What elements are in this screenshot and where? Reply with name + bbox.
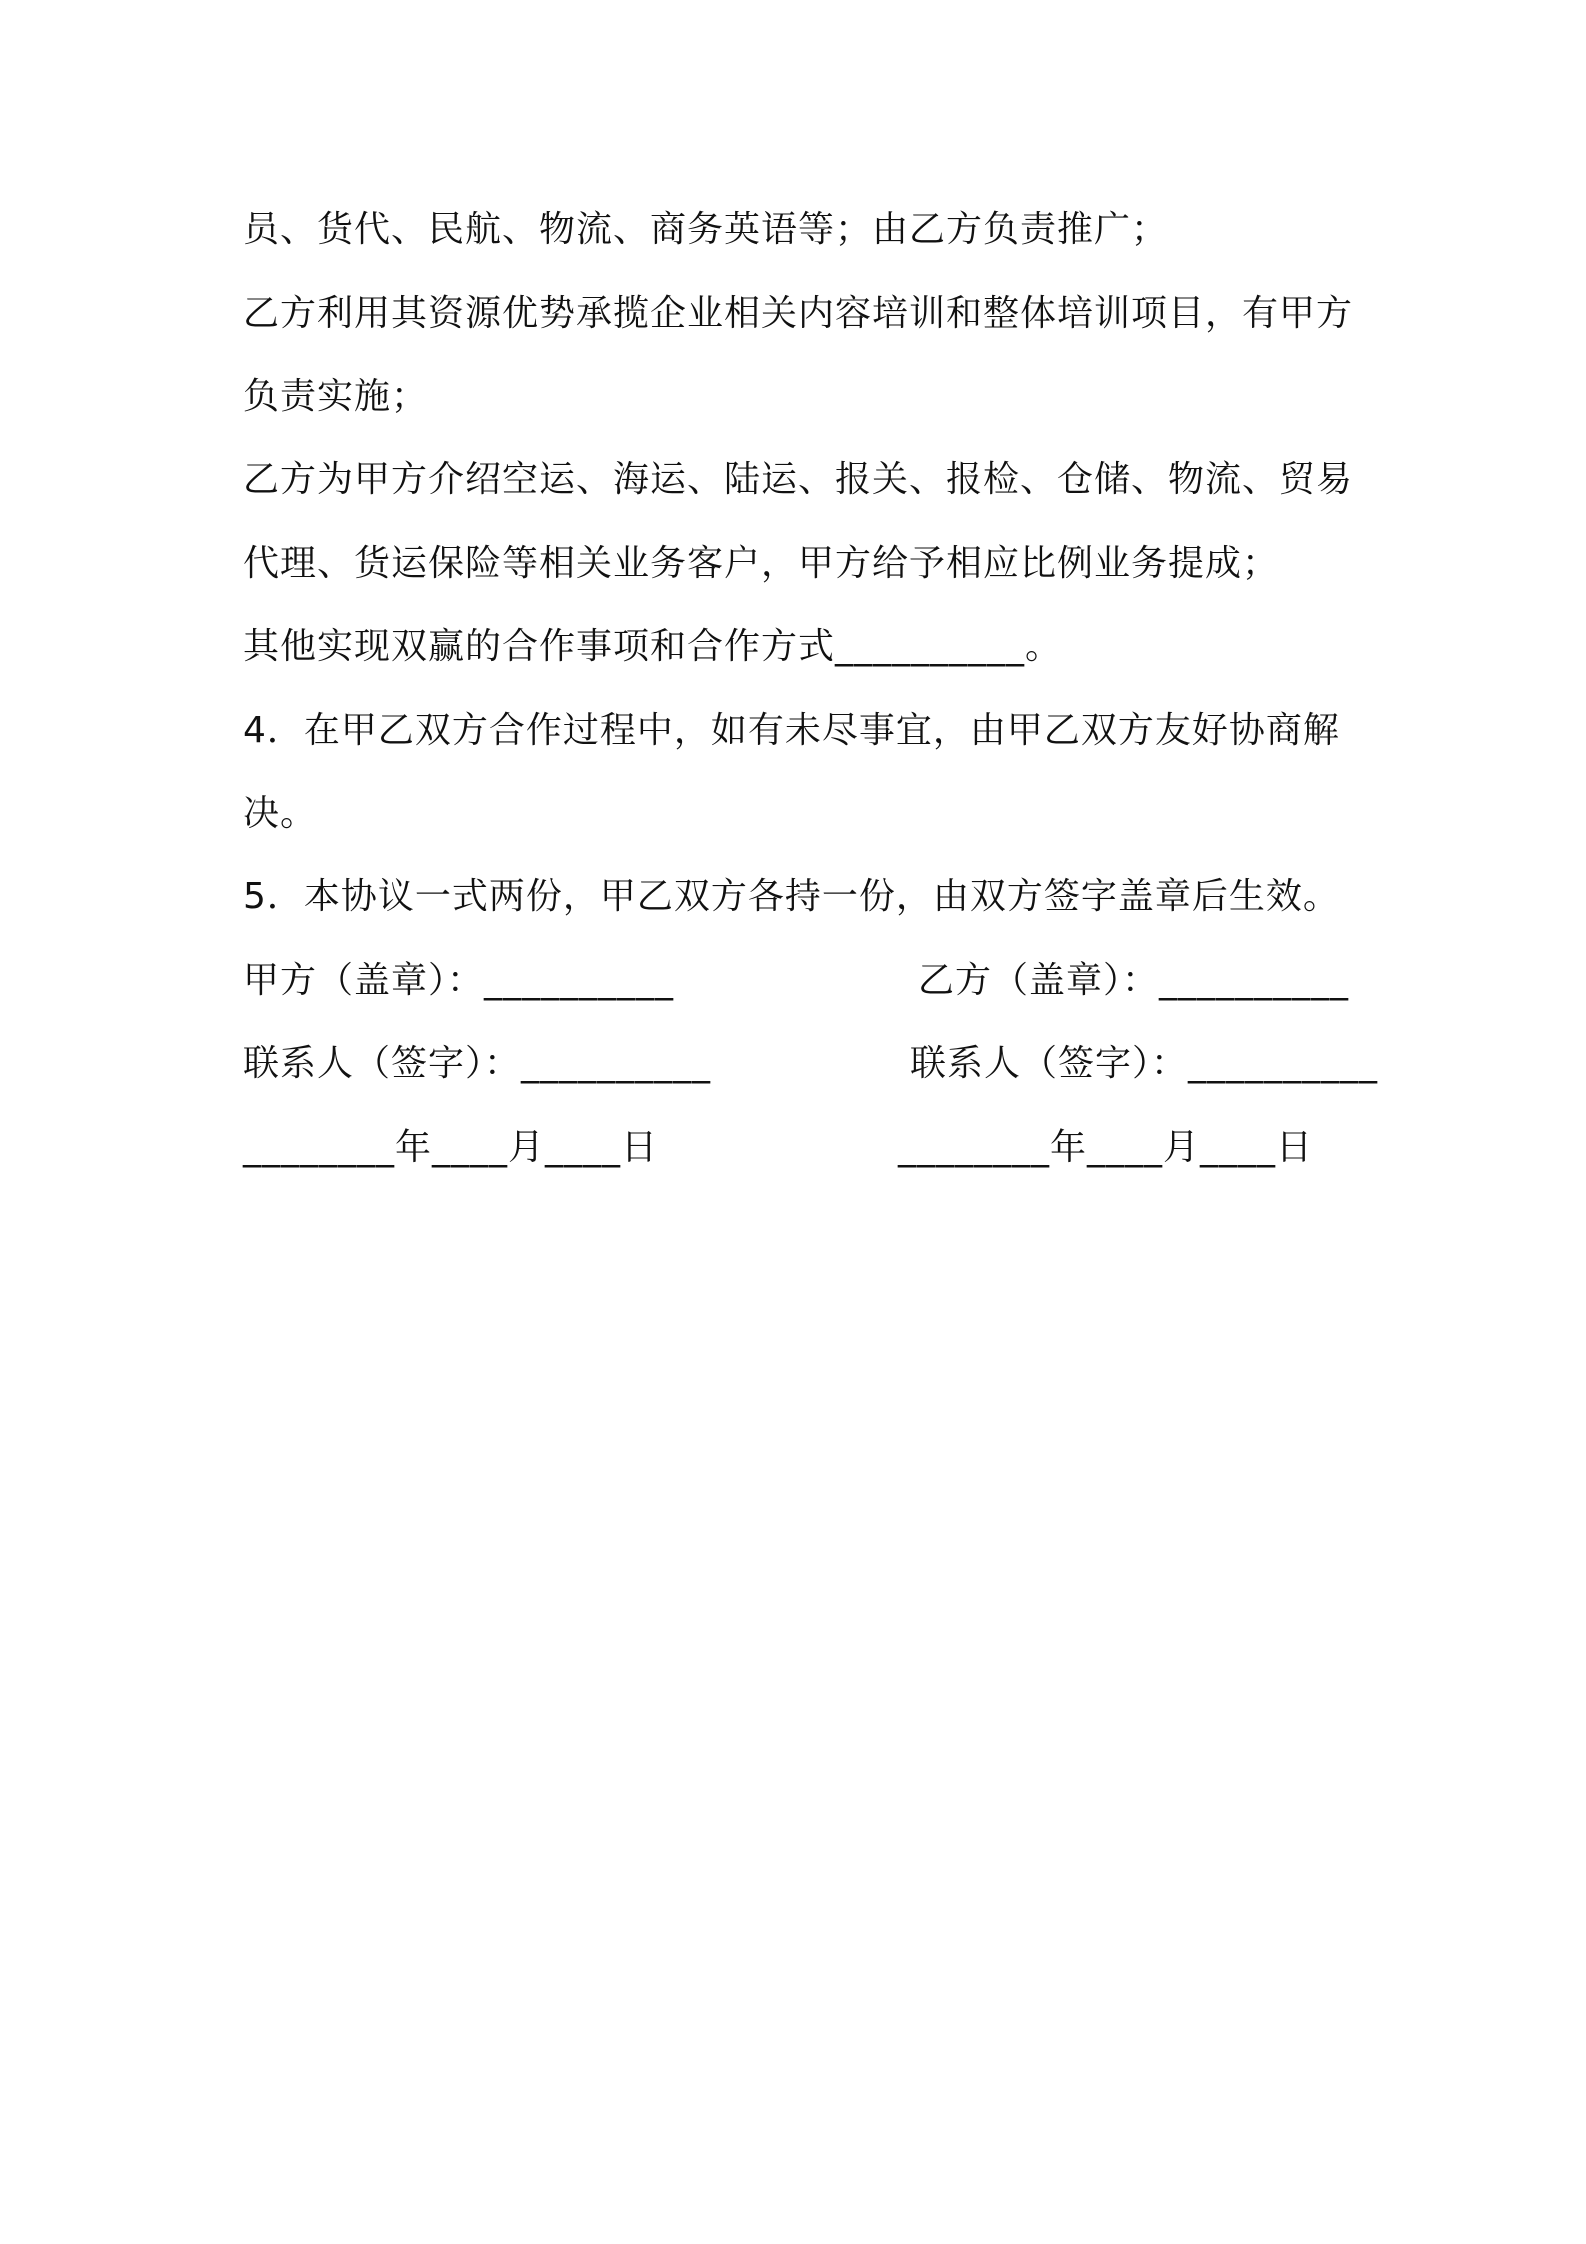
signature-row-seal <box>243 956 1363 1006</box>
party-a-contact: 联系人（签字）：__________ <box>243 1043 712 1084</box>
paragraph-line-1: 员、货代、民航、物流、商务英语等；由乙方负责推广； <box>243 209 1169 250</box>
party-a-seal: 甲方（盖章）：__________ <box>243 960 675 1001</box>
paragraph-line-9: 5．本协议一式两份，甲乙双方各持一份，由双方签字盖章后生效。 <box>243 876 1340 917</box>
party-b-date: ________年____月____日 <box>898 1127 1313 1168</box>
party-a-date: ________年____月____日 <box>243 1127 658 1168</box>
party-b-contact: 联系人（签字）：__________ <box>910 1043 1379 1084</box>
party-b-seal: 乙方（盖章）：__________ <box>918 960 1350 1001</box>
paragraph-line-3: 负责实施； <box>243 376 429 417</box>
paragraph-line-6: 其他实现双赢的合作事项和合作方式__________。 <box>243 626 1063 667</box>
paragraph-line-4: 乙方为甲方介绍空运、海运、陆运、报关、报检、仓储、物流、贸易 <box>243 459 1354 500</box>
paragraph-line-7: 4．在甲乙双方合作过程中，如有未尽事宜，由甲乙双方友好协商解 <box>243 710 1340 751</box>
paragraph-line-5: 代理、货运保险等相关业务客户，甲方给予相应比例业务提成； <box>243 543 1280 584</box>
paragraph-line-2: 乙方利用其资源优势承揽企业相关内容培训和整体培训项目，有甲方 <box>243 293 1354 334</box>
paragraph-line-8: 决。 <box>243 793 318 834</box>
signature-row-contact <box>243 1039 1379 1089</box>
signature-row-date <box>243 1123 1363 1173</box>
